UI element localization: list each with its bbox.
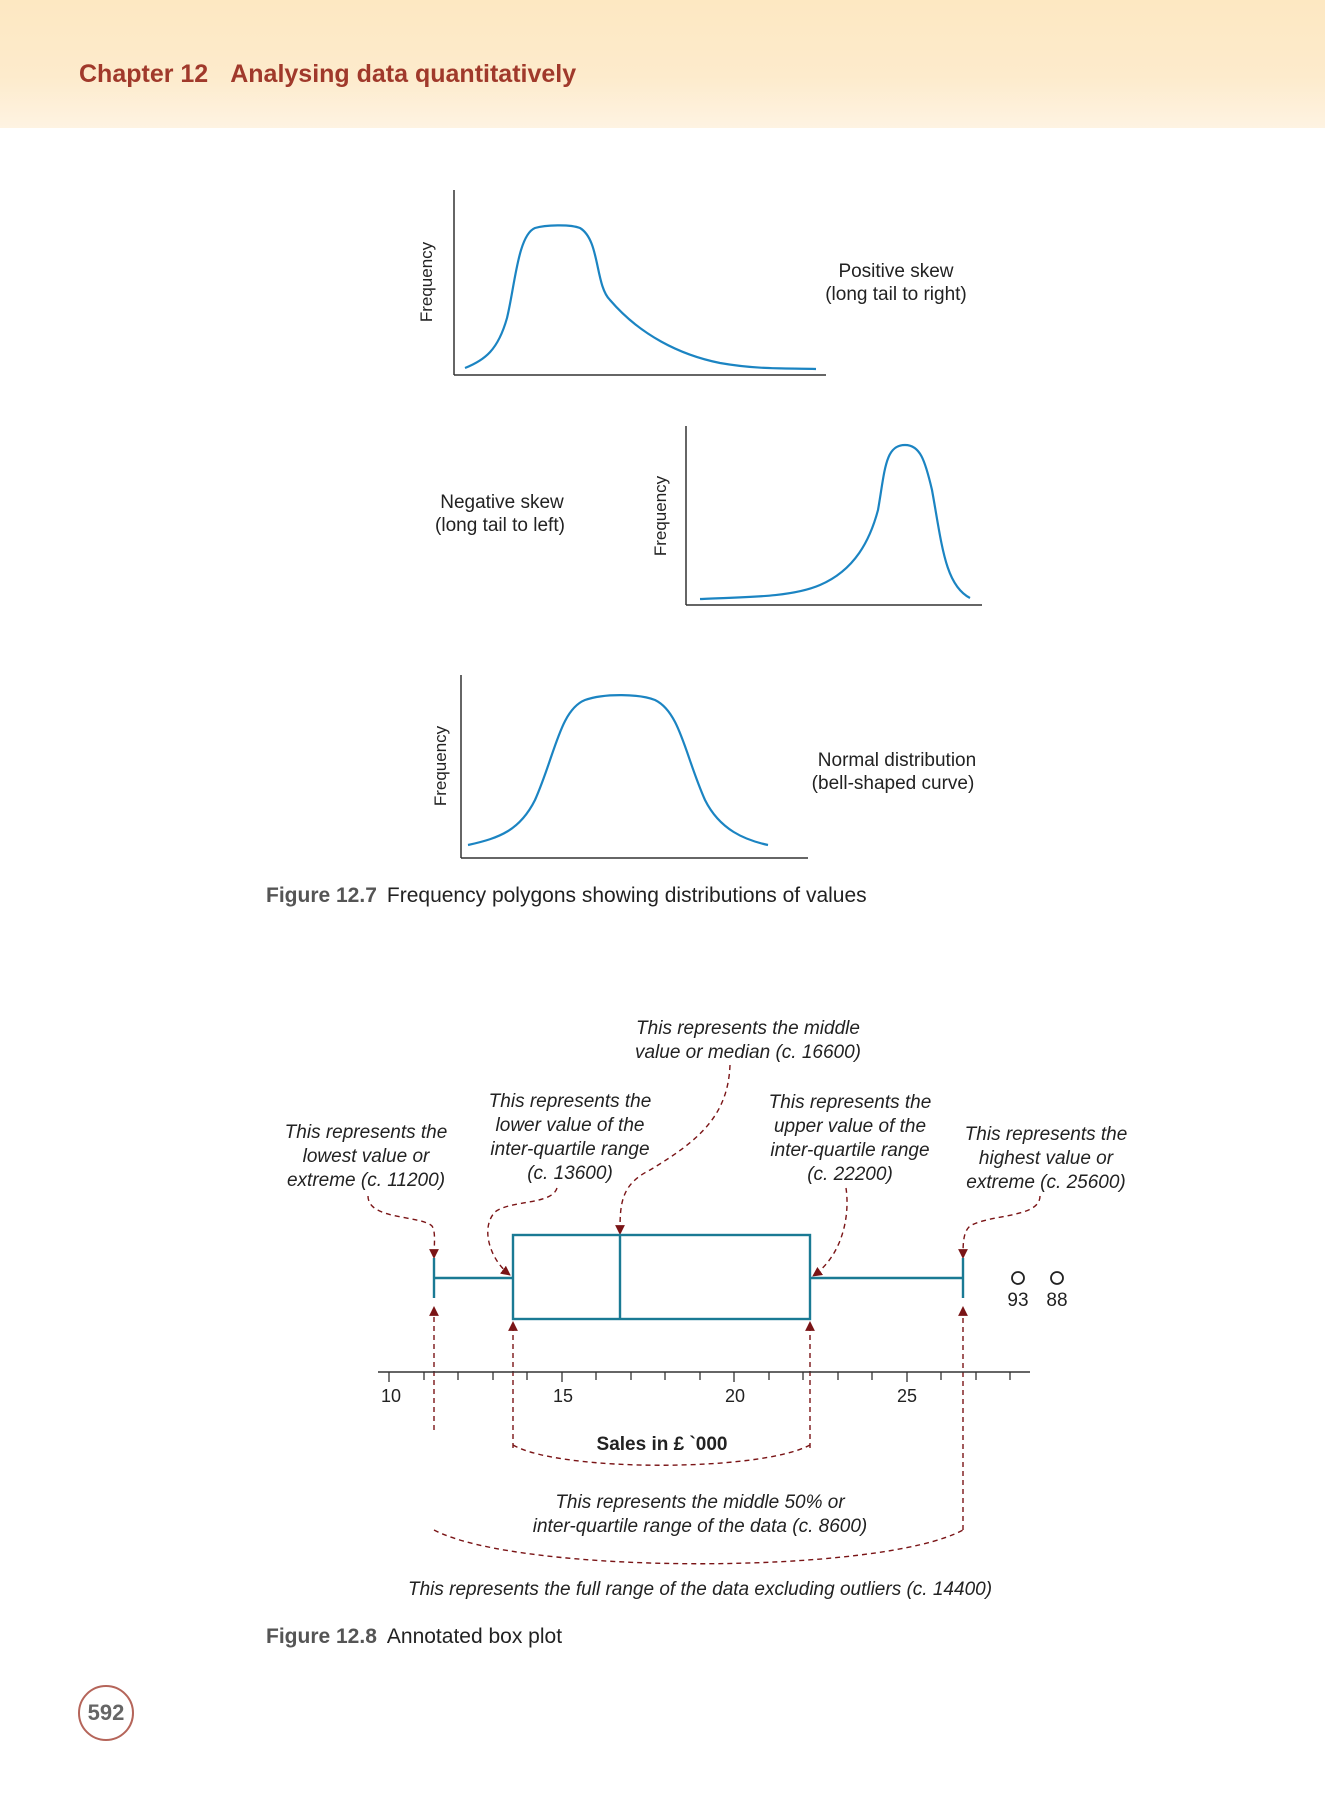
figure-12-8-caption <box>266 1625 562 1649</box>
outlier-label: 88 <box>1046 1290 1068 1311</box>
annotation-full-range: This represents the full range of the data excluding outliers (c. 14400) <box>407 1579 993 1600</box>
lower-quartile-leader <box>488 1188 557 1275</box>
svg-text:(c. 13600): (c. 13600) <box>527 1163 613 1184</box>
panel-label-line2: (long tail to right) <box>825 284 967 305</box>
svg-text:inter-quartile range: inter-quartile range <box>490 1139 650 1160</box>
caption-text: Frequency polygons showing distributions of values <box>386 884 867 907</box>
outlier-marker <box>1012 1272 1024 1284</box>
panel-label-line1: Normal distribution <box>817 750 977 771</box>
panel-label-line1: Positive skew <box>838 261 954 282</box>
caption-text: Annotated box plot <box>386 1625 563 1648</box>
svg-text:This represents the middle: This represents the middle <box>636 1018 860 1039</box>
svg-text:This represents the: This represents the <box>768 1092 932 1113</box>
annotation-iqr <box>533 1492 867 1537</box>
svg-text:upper value of the: upper value of the <box>773 1116 927 1137</box>
svg-text:value or median (c. 16600): value or median (c. 16600) <box>634 1042 862 1063</box>
outlier-label: 93 <box>1007 1290 1029 1311</box>
annotation-highest <box>965 1124 1128 1193</box>
caption-number: Figure 12.8 <box>266 1625 377 1648</box>
axis-label: Sales in £ `000 <box>596 1434 728 1455</box>
y-axis-label: Frequency <box>431 725 450 807</box>
sales-axis <box>378 1372 1030 1455</box>
annotation-leaders <box>368 1065 1040 1564</box>
annotation-lower-quartile <box>489 1091 652 1184</box>
panel-label-line1: Negative skew <box>440 492 564 513</box>
y-axis-label: Frequency <box>651 475 670 557</box>
svg-text:extreme (c. 11200): extreme (c. 11200) <box>286 1170 446 1191</box>
svg-text:lowest value or: lowest value or <box>302 1146 430 1167</box>
tick-label: 15 <box>552 1386 574 1406</box>
svg-text:This represents the middle 50%: This represents the middle 50% or <box>555 1492 845 1513</box>
svg-text:inter-quartile range: inter-quartile range <box>770 1140 930 1161</box>
outlier-marker <box>1051 1272 1063 1284</box>
svg-text:inter-quartile range of the da: inter-quartile range of the data (c. 8600) <box>532 1516 868 1537</box>
chapter-name: Analysing data quantitatively <box>230 60 577 88</box>
y-axis-label: Frequency <box>417 241 436 323</box>
svg-text:highest value or: highest value or <box>978 1148 1114 1169</box>
caption-number: Figure 12.7 <box>266 884 377 907</box>
svg-text:(c. 22200): (c. 22200) <box>807 1164 893 1185</box>
box-plot <box>434 1235 963 1319</box>
upper-quartile-leader <box>813 1188 847 1276</box>
annotation-median <box>635 1018 861 1063</box>
svg-text:extreme (c. 25600): extreme (c. 25600) <box>966 1172 1126 1193</box>
interquartile-box <box>513 1235 810 1319</box>
svg-text:lower value of the: lower value of the <box>495 1115 645 1136</box>
tick-label: 25 <box>896 1386 918 1406</box>
svg-text:This represents the: This represents the <box>284 1122 448 1143</box>
page-number: 592 <box>78 1685 134 1741</box>
chapter-number: Chapter 12 <box>79 60 209 88</box>
annotation-upper-quartile <box>769 1092 932 1185</box>
tick-label: 10 <box>380 1386 402 1406</box>
svg-text:This represents the: This represents the <box>488 1091 652 1112</box>
panel-label-line2: (long tail to left) <box>435 515 565 536</box>
axis-ticks <box>389 1372 1010 1382</box>
annotation-lowest <box>285 1122 448 1191</box>
svg-text:This represents the: This represents the <box>964 1124 1128 1145</box>
lowest-leader <box>368 1196 435 1258</box>
outliers <box>1007 1272 1067 1311</box>
tick-label: 20 <box>724 1386 746 1406</box>
highest-leader <box>963 1196 1040 1258</box>
panel-label-line2: (bell-shaped curve) <box>811 773 975 794</box>
